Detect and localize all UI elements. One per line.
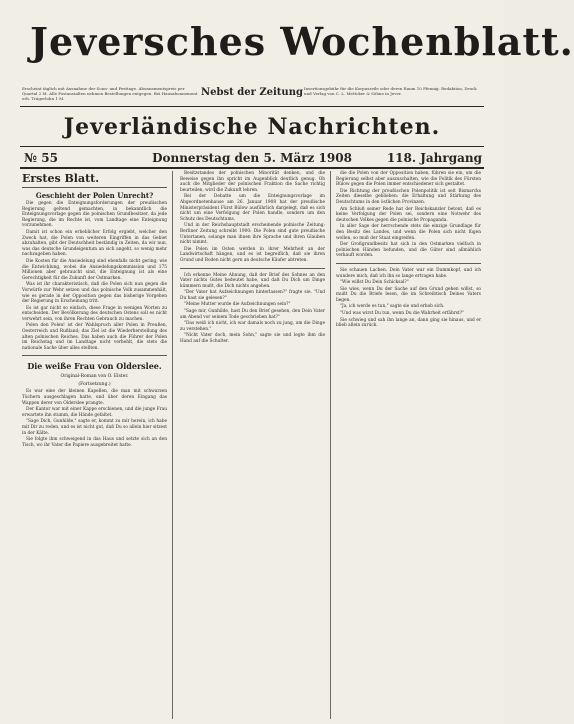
column-3 (336, 171, 481, 716)
feuilleton-paragraph: Es war eine der kleinen Kapellen, die man mit schwarzen Tüchern ausgeschlagen hatte, und über deren Eingang das Wappen derer von Olderslee prangte. (22, 389, 167, 406)
feuilleton-paragraph: Sie schauen Lachen. Dein Vater war ein Dummkopf, und ich wundere mich, daß ich ihn so lange ertragen habe. (336, 267, 481, 279)
feuilleton-paragraph: Sie wies, wenn Du der Sache auf den Grund gehen willst, so mußt Du die Briefe lesen, die im Schreibtisch Deines Vaters liegen. (336, 286, 481, 303)
masthead-rule-bottom (20, 167, 484, 169)
advertising-notice: Insertionsgebühr für die Korpuszeile oder deren Raum 10 Pfennig. Redaktion, Druck und Verlag von C. L. Mettcker & Söhne in Jever. (304, 86, 477, 96)
feuilleton-title: Die weiße Frau von Olderslee. (27, 361, 162, 372)
article-paragraph: Die gegen die Enteignungsforderungen der preußischen Regierung geltend gemachten, in bekanntlich die Enteignungsvorlage gegen die polnischen Grundbesitzer, da jede Regierung, die im Rechte ist, vom Landtage eine Enteignung vorzunehmen. (22, 201, 167, 229)
article-paragraph: Besitzstandes der polnischen Minorität denken, und die Beweise gegen ihn spricht im Augenblick deutlich genug. Ob auch die Mitglieder der polnischen Fraktion die Sache richtig beurteilen, wird die Zukunft lehren. (180, 171, 325, 193)
feuilleton-paragraph: "Ja, ich werde es tun," sagte sie und erhob sich. (340, 304, 445, 310)
masthead-supplement: Nebst der Zeitung (201, 87, 303, 98)
feuilleton-divider (180, 268, 325, 269)
article-headline: Geschieht der Polen Unrecht? (35, 191, 154, 200)
column-1 (22, 171, 167, 716)
feuilleton-paragraph: "Sage Dich, Gunhilde," sagte er, kommt zu mir herein, ich habe mit Dir zu reden, und es ist nicht gut, daß Du so allein hier sitzest in der Kälte. (22, 419, 167, 436)
feuilleton-paragraph: "Sage mir, Gunhilde, hast Du den Brief gesehen, den Dein Vater am Abend vor seinem Tode geschrieben hat?" (180, 309, 325, 320)
column-divider (330, 171, 331, 719)
section-heading: Erstes Blatt. (22, 171, 167, 188)
article-paragraph: Was ist ihr charakteristisch, daß die Polen sich nun gegen die Vorwürfe zur Wehr setzen und das polnische Volk zusammenhält, wie es gerade in der Opposition gegen das bisherige Vorgehen der Regierung in Erscheinung tritt. (22, 282, 167, 305)
article-paragraph: Und in der Reichshauptstadt erscheinende polnische Zeitung: Berliner Zeitung schreibt 1900: Die Polen sind gute preußische Untertanen, solange man ihnen ihre Sprache und ihren Glauben nicht nimmt. (180, 223, 325, 246)
article-paragraph: Am Schluß seiner Rede hat der Reichskanzler betont, daß es keine Verfolgung der Polen sei, sondern eine Notwehr des deutschen Volkes gegen die polnische Propaganda. (336, 206, 481, 223)
feuilleton-paragraph: "Der Vater hat Aufzeichnungen hinterlassen?" fragte sie. "Und Du hast sie gelesen?" (180, 290, 325, 301)
regional-title: Jeverländische Nachrichten. (63, 114, 441, 140)
issue-volume: 118. Jahrgang (386, 151, 482, 165)
issue-number: № 55 (24, 151, 58, 165)
feuilleton-paragraph: Sie folgte ihm schweigend in das Haus und setzte sich an den Tisch, wo ihr Vater die Papiere ausgebreitet hatte. (22, 437, 167, 448)
article-paragraph: Bei der Debatte um die Enteignungsvorlage im Abgeordnetenhause am 26. Januar 1908 hat der preußische Ministerpräsident Fürst Bülow ausführlich dargelegt, daß es sich nicht um eine Verfolgung der Polen handle, sondern um den Schutz des Deutschtums. (180, 194, 325, 222)
feuilleton-paragraph: Der Kantor war mit einer Kappe erschienen, und die junge Frau erwartete ihn stumm, die Hände gefaltet. (22, 407, 167, 418)
article-paragraph: Die Polen im Osten werden in ihrer Mehrheit an der Landwirtschaft hängen, und es ist begreiflich, daß sie ihren Grund und Boden nicht gern an deutsche Käufer abtreten. (180, 246, 325, 263)
masthead-rule-top (20, 106, 484, 107)
feuilleton-paragraph: "Das weiß ich nicht, ich war damals noch zu jung, um die Dinge zu verstehen." (180, 321, 325, 332)
masthead-title: Jeversches Wochenblatt. (30, 19, 574, 64)
feuilleton-paragraph: "Und was wirst Du tun, wenn Du die Wahrheit erfährst?" (340, 311, 464, 317)
feuilleton-paragraph: "Nicht Vater doch, mein Sohn," sagte sie und legte ihm die Hand auf die Schulter. (180, 333, 325, 345)
subscription-notice: Erscheint täglich mit Ausnahme der Sonn- und Festtage. Abonnementspreis per Quartal 2 M. Alle Postanstalten nehmen Bestellungen entgegen. Bei Hausabonnement erh. Trägerlohn 1 M. (22, 86, 198, 101)
feuilleton-paragraph: Sie schwieg und sah ihn lange an, dann ging sie hinaus, und er blieb allein zurück. (336, 317, 481, 329)
article-paragraph: die die Polen von der Opposition haben, führen sie ein, um die Regierung selbst aber auszuschalten, wie die Politik des Fürsten Bülow gegen die Polen immer entschiedener sich gestaltet. (336, 171, 481, 188)
masthead-rule-mid (20, 146, 484, 147)
feuilleton-byline: Original-Roman von O. Elster. (60, 374, 129, 380)
article-paragraph: Polen den Polen! ist der Wahlspruch aller Polen in Preußen, Oesterreich und Rußland; das Ziel ist die Wiederherstellung des alten polnischen Reiches. Das haben auch die Führer der Polen im Reichstag und im Landtage nicht verhehlt, die stets die nationale Sache über alles stellten. (22, 323, 167, 351)
feuilleton-divider (336, 263, 481, 264)
column-divider (172, 171, 173, 719)
feuilleton-note: (Fortsetzung.) (78, 382, 111, 388)
column-2 (180, 171, 325, 716)
article-paragraph: Damit ist schon ein erheblicher Erfolg ergiebt, welcher den Zweck hat, die Polen von weiteren Eingriffen in das Gebiet abzuhalten, gibt der Deutschheit beständig in Zeiten, da wir nun, was das deutsche Grundeigentum an sich angeht, so wenig mehr nachzugeben haben. (22, 229, 167, 258)
article-paragraph: Es ist gar nicht so einfach, diese Frage in wenigen Worten zu entscheiden. Der Bevölkerung des deutschen Ostens soll es nicht verwehrt sein, von ihren Rechten Gebrauch zu machen. (22, 305, 167, 322)
feuilleton-paragraph: Ich erkenne Meine Ahnung, daß der Brief des Sohnes an den Vater nichts Gutes bedeutet habe, und daß Du Dich um Dinge kümmern mußt, die Dich nichts angehen. (180, 272, 325, 289)
article-paragraph: In aller Sage der herrschende stets die einzige Grundlage für den Besitz des Landes, und wenn die Polen sich nicht fügen wollen, so muß der Staat eingreifen. (336, 224, 481, 241)
article-paragraph: Die Kosten für die Ansiedelung sind ebenfalls nicht gering; wie die Entwicklung, wobei die Ansiedelungskommission und 175 Millionen aber gebraucht sind, die Enteignung ist als eine Gerechtigkeit für die Zukunft der Ostmarken. (22, 258, 167, 281)
feuilleton-divider (22, 355, 167, 356)
feuilleton-paragraph: "Wie willst Du Dein Schicksal?" (340, 280, 409, 286)
article-paragraph: Der Großgrundbesitz hat sich in den Ostmarken vielfach in polnischen Händen befunden, und die Güter sind allmählich verkauft worden. (336, 242, 481, 259)
feuilleton-paragraph: "Meine Mutter wurde die Aufzeichnungen sein?" (184, 302, 291, 308)
issue-date: Donnerstag den 5. März 1908 (152, 151, 352, 165)
article-paragraph: Die Richtung der preußischen Polenpolitik ist seit Bismarcks Zeiten dieselbe geblieben: die Erhaltung und Stärkung des Deutschtums in den östlichen Provinzen. (336, 188, 481, 205)
